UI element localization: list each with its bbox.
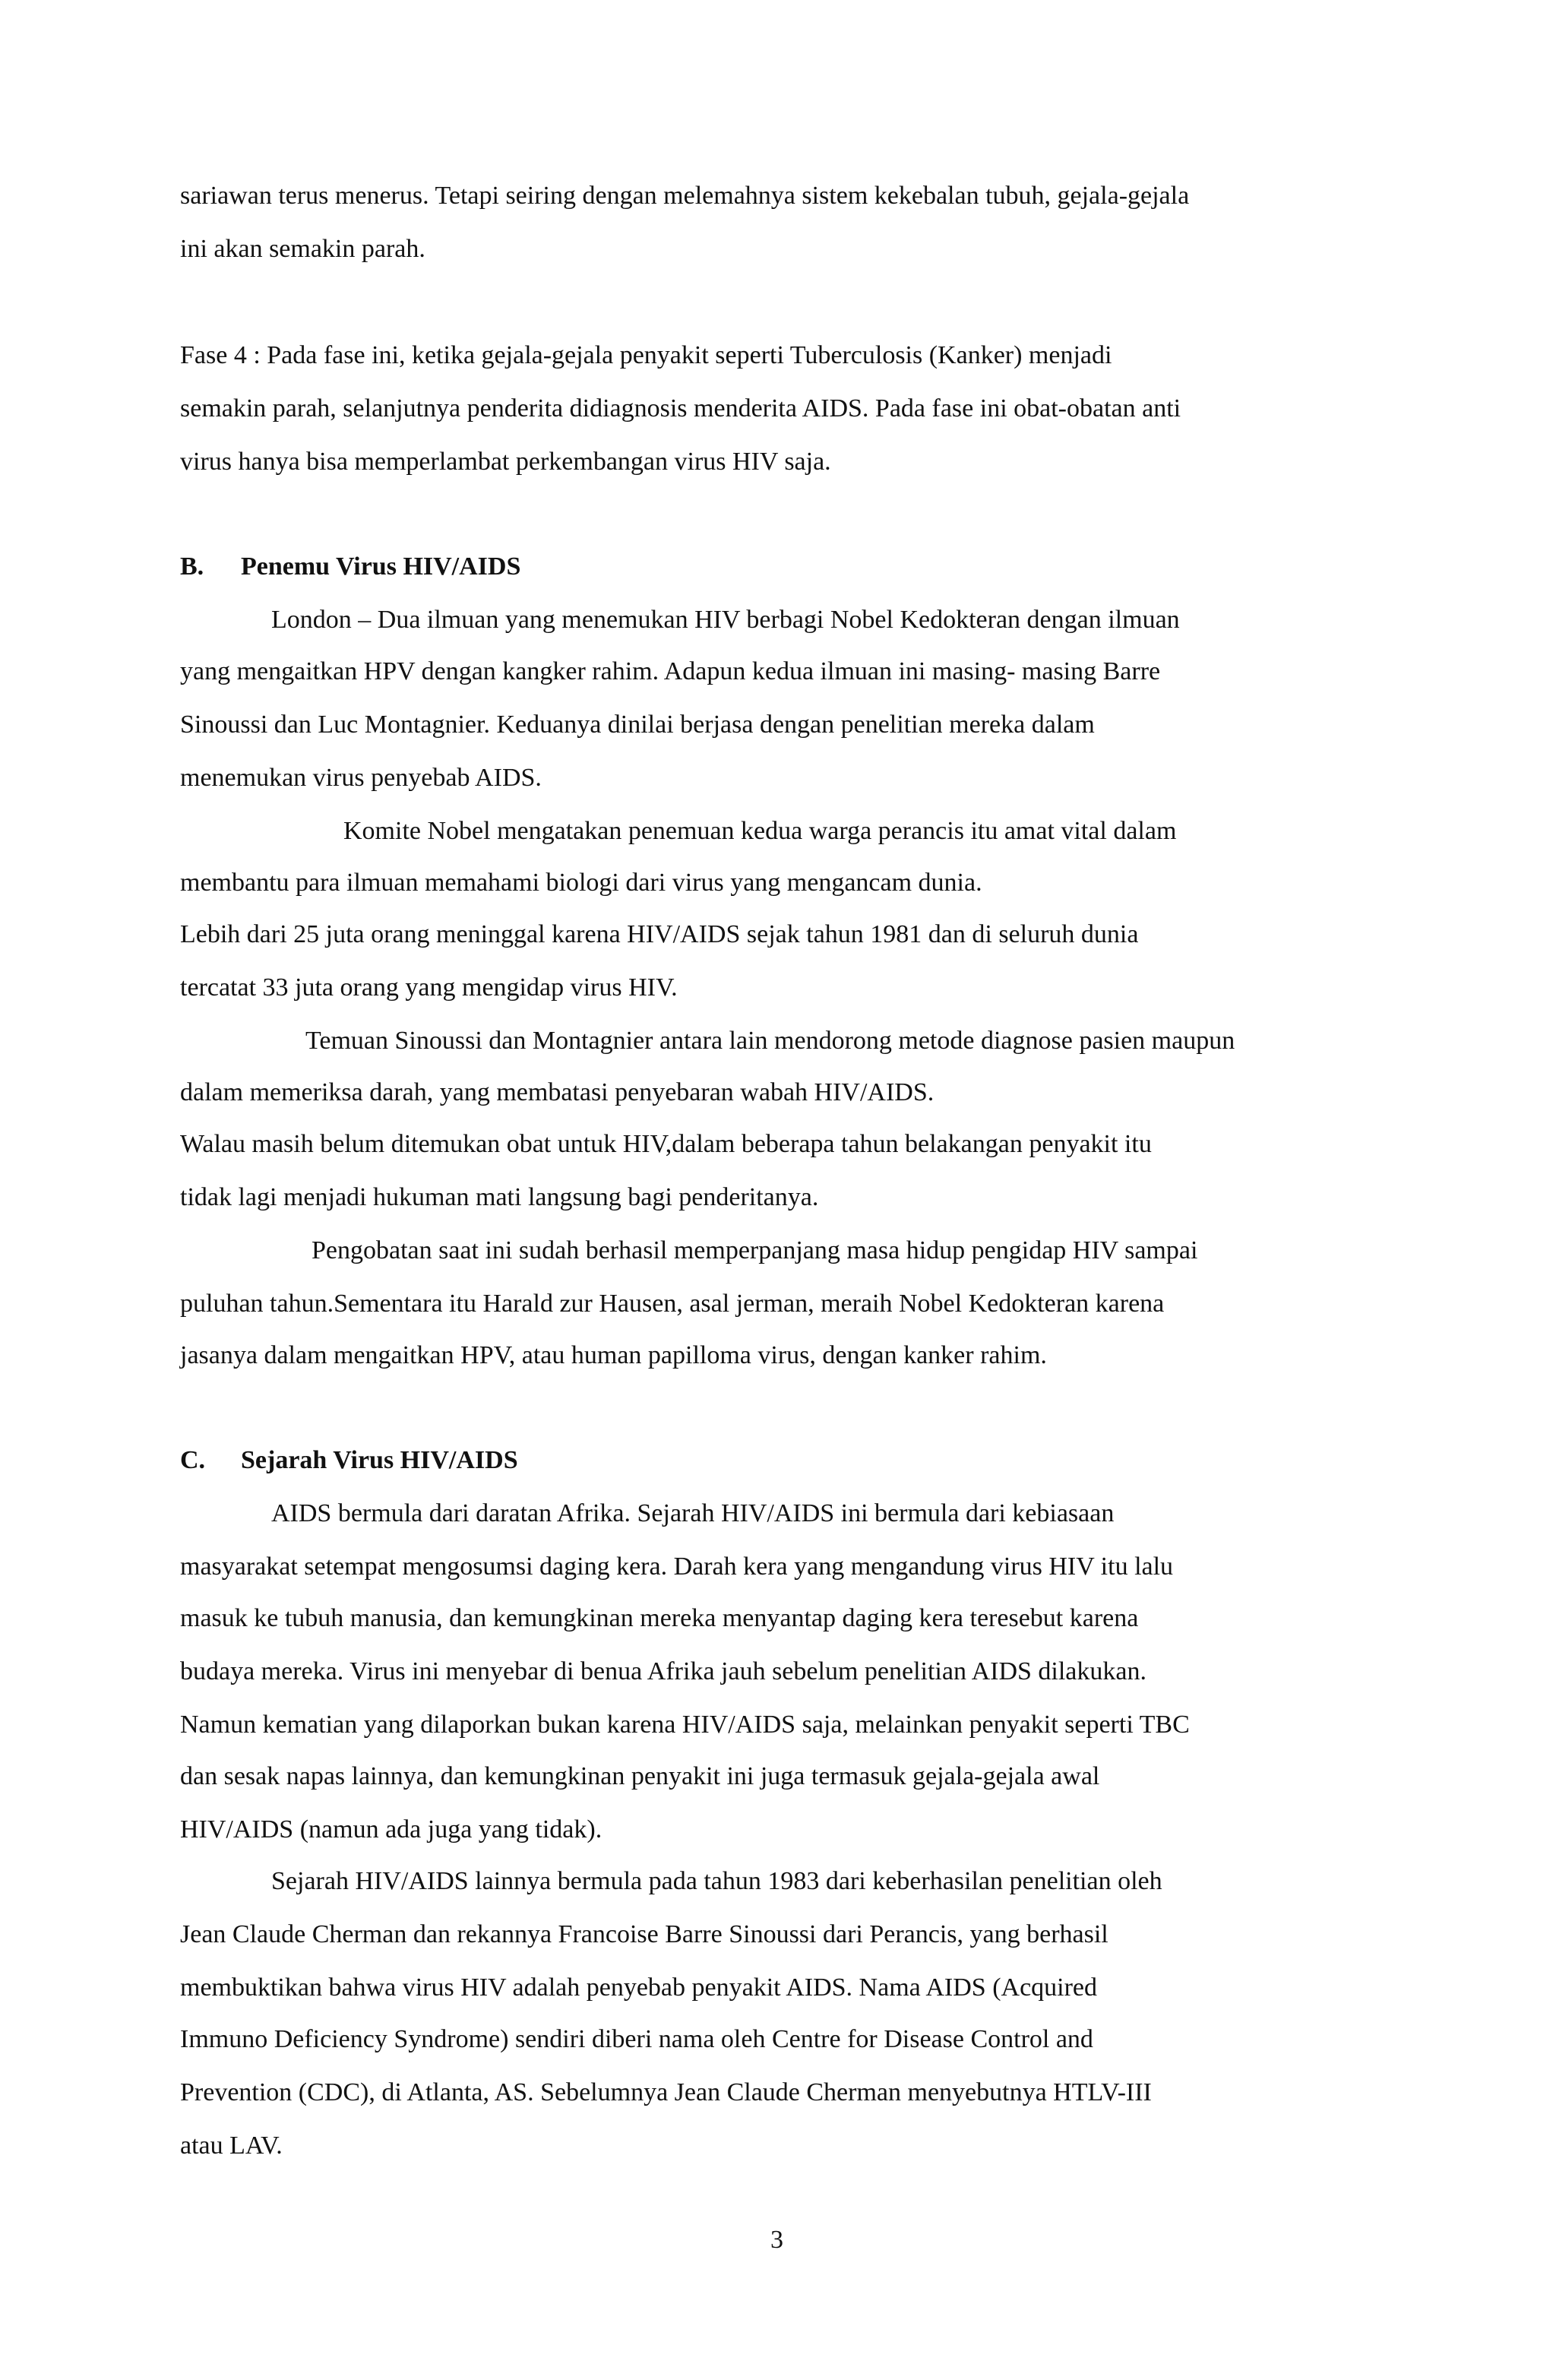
text-line: London – Dua ilmuan yang menemukan HIV berbagi Nobel Kedokteran dengan ilmuan [271, 606, 1180, 634]
text-line: dan sesak napas lainnya, dan kemungkinan penyakit ini juga termasuk gejala-gejala awal [180, 1762, 1100, 1790]
text-line: Temuan Sinoussi dan Montagnier antara lain mendorong metode diagnose pasien maupun [305, 1027, 1235, 1055]
text-line: Prevention (CDC), di Atlanta, AS. Sebelumnya Jean Claude Cherman menyebutnya HTLV-III [180, 2078, 1152, 2106]
text-line: Pengobatan saat ini sudah berhasil memperpanjang masa hidup pengidap HIV sampai [312, 1236, 1198, 1264]
text-line: Jean Claude Cherman dan rekannya Francoise Barre Sinoussi dari Perancis, yang berhasil [180, 1920, 1108, 1948]
section-label: C. [180, 1446, 206, 1474]
text-line: sariawan terus menerus. Tetapi seiring dengan melemahnya sistem kekebalan tubuh, gejala-gejala [180, 182, 1190, 210]
text-line: Fase 4 : Pada fase ini, ketika gejala-gejala penyakit seperti Tuberculosis (Kanker) menjadi [180, 341, 1112, 369]
text-line: Namun kematian yang dilaporkan bukan karena HIV/AIDS saja, melainkan penyakit seperti TBC [180, 1711, 1190, 1739]
text-line: Lebih dari 25 juta orang meninggal karena HIV/AIDS sejak tahun 1981 dan di seluruh dunia [180, 920, 1139, 948]
text-line: atau LAV. [180, 2132, 283, 2160]
text-line: membantu para ilmuan memahami biologi dari virus yang mengancam dunia. [180, 869, 982, 897]
section-label: B. [180, 552, 204, 581]
text-line: masyarakat setempat mengosumsi daging kera. Darah kera yang mengandung virus HIV itu lalu [180, 1552, 1174, 1581]
section-title: Penemu Virus HIV/AIDS [241, 552, 521, 581]
text-line: tidak lagi menjadi hukuman mati langsung bagi penderitanya. [180, 1183, 819, 1211]
text-line: AIDS bermula dari daratan Afrika. Sejarah HIV/AIDS ini bermula dari kebiasaan [271, 1499, 1115, 1527]
text-line: membuktikan bahwa virus HIV adalah penyebab penyakit AIDS. Nama AIDS (Acquired [180, 1973, 1098, 2002]
text-line: Sejarah HIV/AIDS lainnya bermula pada tahun 1983 dari keberhasilan penelitian oleh [271, 1867, 1162, 1895]
text-line: budaya mereka. Virus ini menyebar di benua Afrika jauh sebelum penelitian AIDS dilakukan. [180, 1657, 1146, 1685]
text-line: Immuno Deficiency Syndrome) sendiri diberi nama oleh Centre for Disease Control and [180, 2025, 1093, 2053]
text-line: Komite Nobel mengatakan penemuan kedua warga perancis itu amat vital dalam [343, 817, 1177, 845]
text-line: ini akan semakin parah. [180, 235, 425, 263]
text-line: tercatat 33 juta orang yang mengidap virus HIV. [180, 973, 678, 1002]
text-line: jasanya dalam mengaitkan HPV, atau human papilloma virus, dengan kanker rahim. [180, 1341, 1047, 1369]
text-line: menemukan virus penyebab AIDS. [180, 764, 542, 792]
text-line: Sinoussi dan Luc Montagnier. Keduanya dinilai berjasa dengan penelitian mereka dalam [180, 711, 1095, 739]
text-line: masuk ke tubuh manusia, dan kemungkinan mereka menyantap daging kera teresebut karena [180, 1604, 1139, 1632]
text-line: puluhan tahun.Sementara itu Harald zur Hausen, asal jerman, meraih Nobel Kedokteran karena [180, 1290, 1165, 1318]
section-heading-c [180, 1445, 518, 1476]
section-title: Sejarah Virus HIV/AIDS [241, 1446, 518, 1474]
text-line: virus hanya bisa memperlambat perkembangan virus HIV saja. [180, 448, 831, 476]
page-number: 3 [770, 2226, 783, 2254]
text-line: yang mengaitkan HPV dengan kangker rahim. Adapun kedua ilmuan ini masing- masing Barre [180, 657, 1161, 685]
text-line: semakin parah, selanjutnya penderita didiagnosis menderita AIDS. Pada fase ini obat-obatan anti [180, 394, 1181, 423]
text-line: HIV/AIDS (namun ada juga yang tidak). [180, 1815, 602, 1844]
section-heading-b [180, 552, 520, 582]
text-line: Walau masih belum ditemukan obat untuk HIV,dalam beberapa tahun belakangan penyakit itu [180, 1130, 1152, 1158]
text-line: dalam memeriksa darah, yang membatasi penyebaran wabah HIV/AIDS. [180, 1078, 935, 1106]
